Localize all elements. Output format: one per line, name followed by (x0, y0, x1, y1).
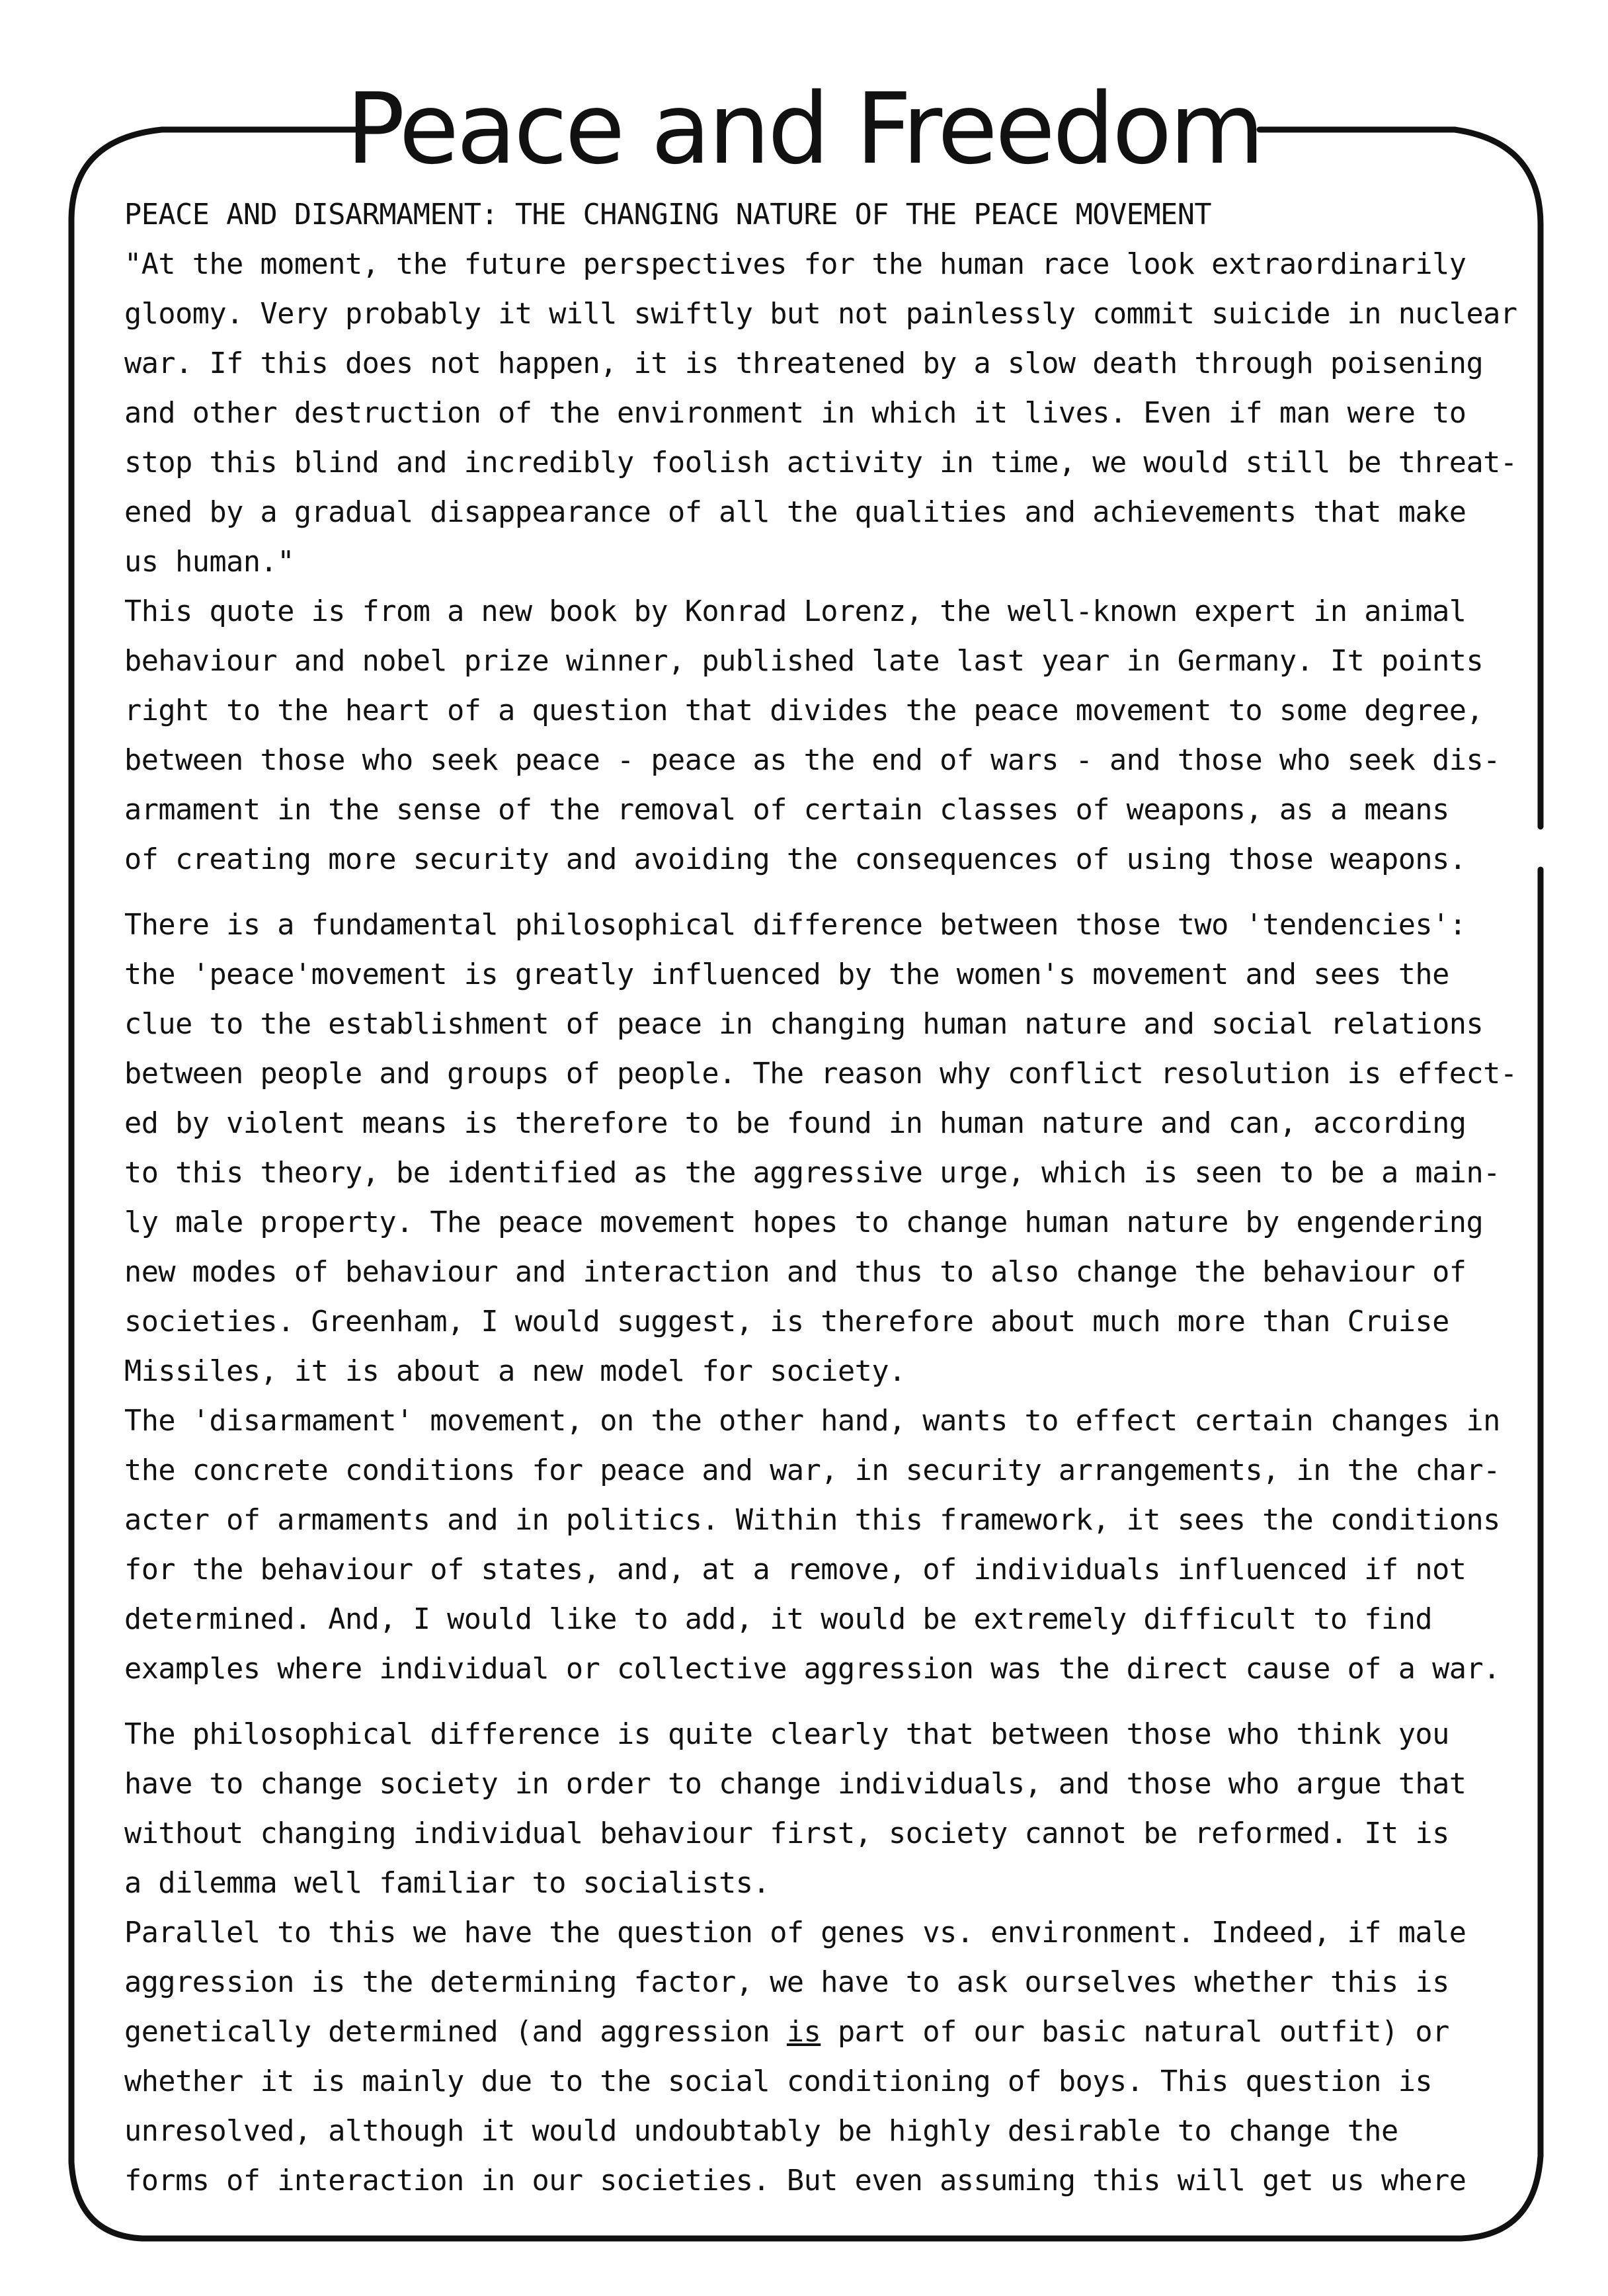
text-line: for the behaviour of states, and, at a remove, of individuals influenced if not (124, 1553, 1467, 1586)
text-line: ly male property. The peace movement hopes to change human nature by engendering (124, 1206, 1484, 1239)
text-line: clue to the establishment of peace in changing human nature and social relations (124, 1008, 1484, 1041)
paragraph (124, 901, 1533, 1397)
text-line: whether it is mainly due to the social conditioning of boys. This question is (124, 2065, 1433, 2098)
text-line: The philosophical difference is quite clearly that between those who think you (124, 1718, 1449, 1751)
text-line: forms of interaction in our societies. But even assuming this will get us where (124, 2164, 1467, 2197)
text-line: stop this blind and incredibly foolish activity in time, we would still be threat- (124, 446, 1517, 479)
text-line: Missiles, it is about a new model for society. (124, 1355, 906, 1388)
text-line: a dilemma well familiar to socialists. (124, 1867, 770, 1900)
text-line: The 'disarmament' movement, on the other hand, wants to effect certain changes in (124, 1405, 1500, 1438)
underlined-word: is (786, 2016, 821, 2049)
text-line: behaviour and nobel prize winner, published late last year in Germany. It points (124, 645, 1484, 678)
text-line: genetically determined (and aggression is part of our basic natural outfit) or (124, 2016, 1449, 2049)
text-line: and other destruction of the environment in which it lives. Even if man were to (124, 397, 1467, 430)
article-body (124, 240, 1533, 2206)
text-line: armament in the sense of the removal of certain classes of weapons, as a means (124, 794, 1449, 827)
paragraph (124, 1397, 1533, 1694)
text-line: This quote is from a new book by Konrad Lorenz, the well-known expert in animal (124, 595, 1467, 628)
text-line: acter of armaments and in politics. Within this framework, it sees the conditions (124, 1504, 1500, 1537)
article (124, 190, 1533, 2206)
text-line: "At the moment, the future perspectives for the human race look extraordinarily (124, 248, 1467, 281)
text-line: determined. And, I would like to add, it would be extremely difficult to find (124, 1603, 1433, 1636)
text-line: right to the heart of a question that divides the peace movement to some degree, (124, 694, 1484, 727)
masthead-title: Peace and Freedom (346, 72, 1262, 186)
text-line: unresolved, although it would undoubtably be highly desirable to change the (124, 2115, 1398, 2148)
paragraph (124, 587, 1533, 885)
text-line: aggression is the determining factor, we have to ask ourselves whether this is (124, 1966, 1449, 1999)
heading-line: PEACE AND DISARMAMENT: THE CHANGING NATURE OF THE PEACE MOVEMENT (124, 198, 1212, 231)
text-line: between people and groups of people. The reason why conflict resolution is effect- (124, 1057, 1517, 1090)
text-line: us human." (124, 546, 294, 579)
paragraph (124, 1710, 1533, 1908)
text-line: of creating more security and avoiding the consequences of using those weapons. (124, 843, 1467, 876)
text-line: societies. Greenham, I would suggest, is therefore about much more than Cruise (124, 1305, 1449, 1338)
text-line: have to change society in order to change individuals, and those who argue that (124, 1768, 1467, 1801)
text-line: Parallel to this we have the question of genes vs. environment. Indeed, if male (124, 1916, 1467, 1949)
paragraph (124, 1908, 1533, 2206)
text-line: ened by a gradual disappearance of all the qualities and achievements that make (124, 496, 1467, 529)
text-line: to this theory, be identified as the aggressive urge, which is seen to be a main- (124, 1157, 1500, 1190)
text-line: war. If this does not happen, it is threatened by a slow death through poisening (124, 347, 1484, 380)
text-line: between those who seek peace - peace as the end of wars - and those who seek dis- (124, 744, 1500, 777)
text-line: examples where individual or collective aggression was the direct cause of a war. (124, 1653, 1500, 1686)
article-heading (124, 190, 1533, 240)
text-line: ed by violent means is therefore to be found in human nature and can, according (124, 1107, 1467, 1140)
text-line: the concrete conditions for peace and war, in security arrangements, in the char- (124, 1454, 1500, 1487)
text-line: new modes of behaviour and interaction and thus to also change the behaviour of (124, 1256, 1467, 1289)
paragraph (124, 240, 1533, 587)
text-line: without changing individual behaviour first, society cannot be reformed. It is (124, 1817, 1449, 1850)
text-line: the 'peace'movement is greatly influenced by the women's movement and sees the (124, 958, 1449, 991)
text-line: There is a fundamental philosophical difference between those two 'tendencies': (124, 909, 1467, 942)
text-line: gloomy. Very probably it will swiftly but not painlessly commit suicide in nuclear (124, 298, 1517, 331)
